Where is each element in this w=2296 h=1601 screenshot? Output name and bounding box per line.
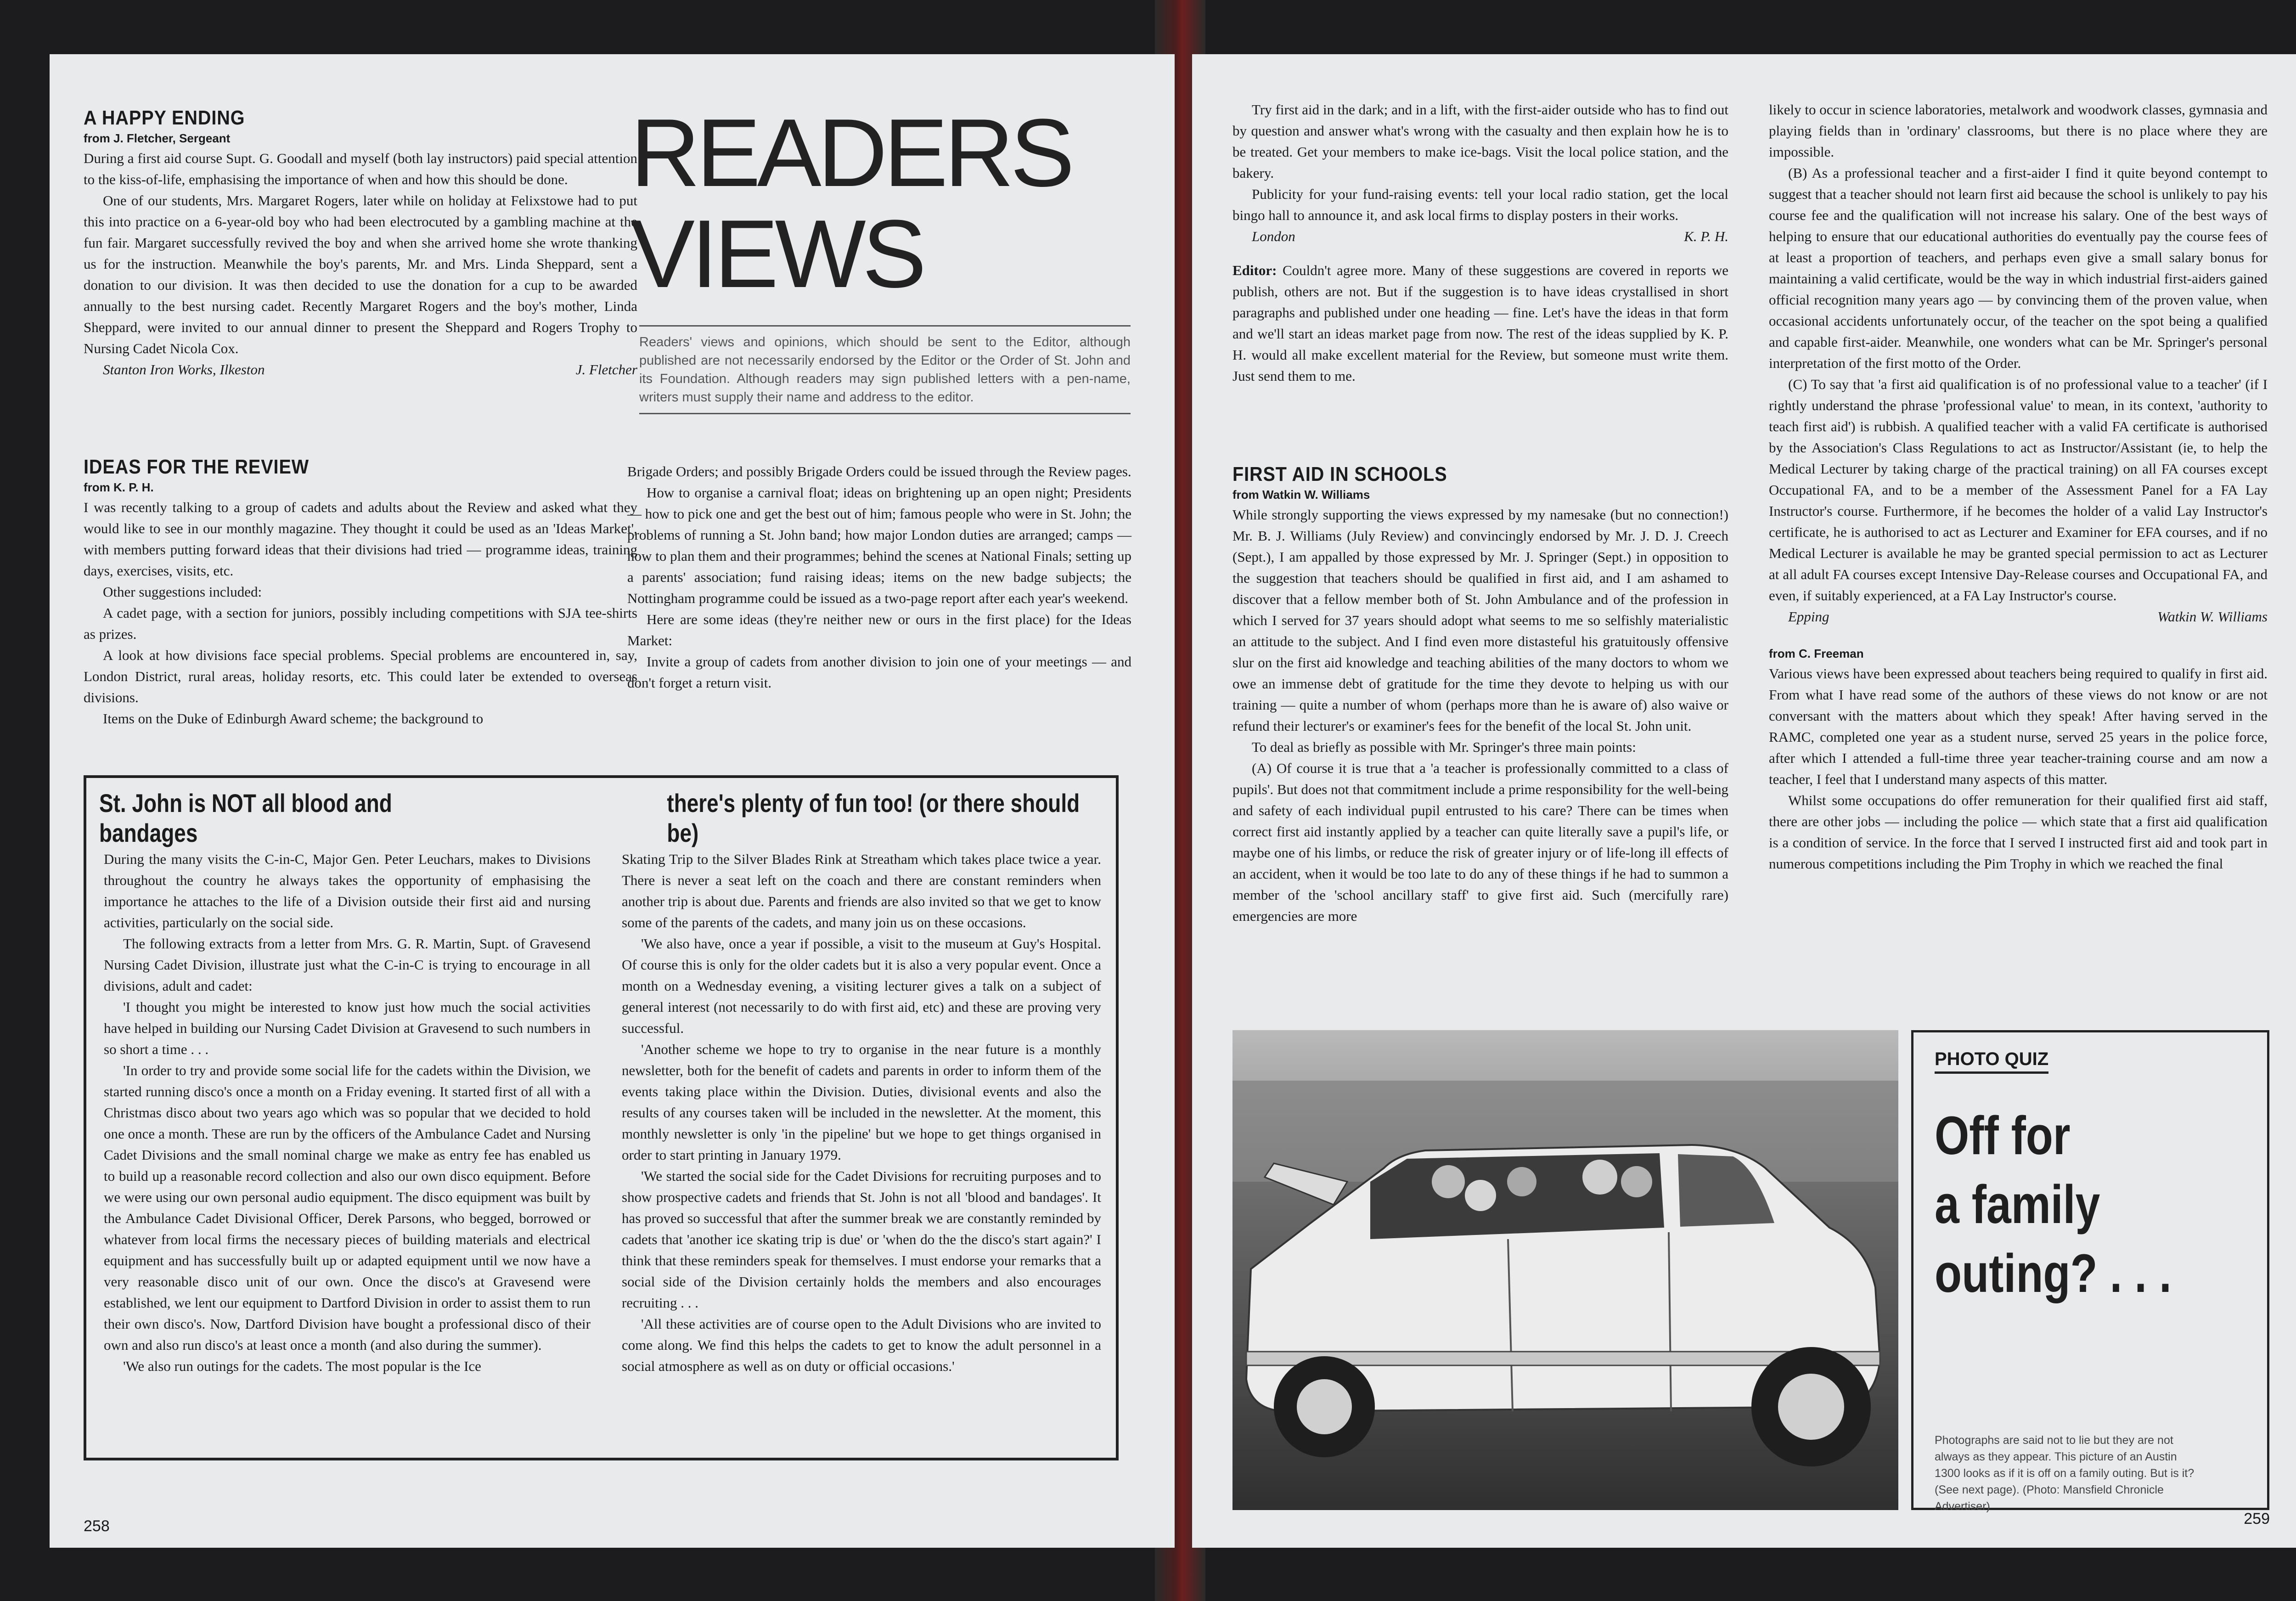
signature-place: Stanton Iron Works, Ilkeston	[103, 361, 265, 378]
schools-p3: (A) Of course it is true that a 'a teacher is professionally committed to a class of pupils'. But does not that commitment include a prime responsibility for the well-being and safety of each individual pupil entrusted to his care? There can be times when correct first aid instantly applied by a teacher can quite literally save a pupil's life, or maybe one of his limbs, or reduce the risk of greater injury or of life-long ill effects of an accident, when it would be too late to do any of these things if he had to summon a member of the 'school ancillary staff' to give first aid. Such (mercifully rare) emergencies are more	[1232, 760, 1728, 924]
signature-place: London	[1252, 228, 1295, 244]
right-page	[1192, 54, 2296, 1548]
photo-quiz-caption: Photographs are said not to lie but they are not always as they appear. This picture of an Austin 1300 looks as if it is off on a family outing. But is it? (See next page). (Photo: Mansfield Chronicle Advertiser)	[1935, 1434, 2195, 1513]
ideas-p4: A look at how divisions face special problems. Special problems are encountered in, say, London District, rural areas, holiday resorts, etc. This could later be extended to overseas divisions.	[84, 647, 637, 705]
photo-quiz-box	[1911, 1030, 2269, 1513]
photo-quiz-label	[1935, 1049, 2048, 1074]
car-photo-illustration	[1232, 1030, 1898, 1510]
ideas-p5: Items on the Duke of Edinburgh Award scheme; the background to	[103, 710, 484, 727]
ideas-end-p2: Publicity for your fund-raising events: tell your local radio station, get the local bingo hall to announce it, and ask local firms to display posters in their works.	[1232, 186, 1728, 223]
ideas-p2: Other suggestions included:	[103, 584, 262, 600]
ideas-byline: from K. P. H.	[84, 480, 154, 494]
ideas-p7: How to organise a carnival float; ideas on brightening up an open night; Presidents — how to pick one and get the best out of him; famous people who were in St. John; the problems of running a St. John band; how major London duties are arranged; camps — how to plan them and their programmes; behind the scenes at National Finals; setting up a parents' association; fund raising ideas; items on the new badge subjects; the Nottingham programme could be issued as a two-page report after each year's weekend.	[627, 485, 1131, 606]
ideas-end-p1: Try first aid in the dark; and in a lift, with the first-aider outside who has to find out by question and answer what's wrong with the casualty and then explain how he is to be treated. Get your members to make ice-bags. Visit the local police station, and the bakery.	[1232, 101, 1728, 181]
freeman-p2: Whilst some occupations do offer remuneration for their qualified first aid staff, there are other jobs — including the police — which state that a first aid qualification is a condition of service. In the force that I served I instructed first aid and took part in numerous competitions including the Pim Trophy in which we reached the final	[1769, 792, 2268, 872]
masthead-readers: READERS	[630, 99, 1071, 207]
feature-p10: 'All these activities are of course open to the Adult Divisions who are invited to come along. We find this helps the cadets to get to know the adult personnel in a social atmosphere as well as on duty or official occasions.'	[622, 1316, 1101, 1374]
masthead-views: VIEWS	[630, 200, 923, 308]
happy-ending-byline: from J. Fletcher, Sergeant	[84, 131, 231, 145]
editor-reply-text: Couldn't agree more. Many of these suggestions are covered in reports we publish, others are not. But if the suggestion is to have ideas crystallised in short paragraphs and published under one heading — fine. Let's have the ideas in that form and we'll start an ideas market page from now. The rest of the ideas supplied by K. P. H. would all make excellent material for the Review, but someone must write them. Just send them to me.	[1232, 262, 1728, 384]
ideas-p9: Invite a group of cadets from another division to join one of your meetings — and don't forget a return visit.	[627, 654, 1131, 691]
ideas-p1: I was recently talking to a group of cadets and adults about the Review and asked what they would like to see in our monthly magazine. They thought it could be used as an 'Ideas Market', with members putting forward ideas that their divisions had tried — programme ideas, training days, exercises, visits, etc.	[84, 499, 637, 579]
feature-title-part-a: St. John is NOT all blood and bandages	[99, 789, 392, 847]
feature-p2: The following extracts from a letter from Mrs. G. R. Martin, Supt. of Gravesend Nursing Cadet Division, illustrate just what the C-in-C is trying to encourage in all divisions, adult and cadet:	[104, 936, 591, 994]
feature-p8: 'Another scheme we hope to try to organise in the near future is a monthly newsletter, both for the benefit of cadets and parents in order to inform them of the events taking place within the Division. Duties, divisional events and also the results of any courses taken will be included in the newsletter. At the moment, this monthly newsletter is only 'in the pipeline' but we hope to get things organised in order to start printing in January 1979.	[622, 1041, 1101, 1163]
signature-name: K. P. H.	[1684, 228, 1728, 244]
photo-quiz-headline	[1935, 1101, 2256, 1308]
quiz-line-2: a family	[1935, 1174, 2100, 1235]
editor-reply	[1232, 260, 1728, 387]
page-number-right: 259	[2244, 1510, 2270, 1528]
happy-ending-heading: A HAPPY ENDING	[84, 107, 245, 129]
freeman-byline: from C. Freeman	[1769, 647, 1864, 660]
schools-c2-p1: likely to occur in science laboratories, metalwork and woodwork classes, gymnasia and playing fields than in 'ordinary' classrooms, but there is no place where they are impossible.	[1769, 101, 2268, 160]
quiz-line-1: Off for	[1935, 1105, 2071, 1166]
first-aid-schools-article	[1232, 462, 1728, 927]
car-photo	[1232, 1030, 1898, 1510]
happy-ending-article	[84, 106, 637, 380]
schools-p2: To deal as briefly as possible with Mr. Springer's three main points:	[1252, 739, 1636, 755]
feature-title-part-b: there's plenty of fun too! (or there should be)	[666, 789, 1080, 847]
schools-heading: FIRST AID IN SCHOOLS	[1232, 463, 1447, 485]
happy-ending-p1: During a first aid course Supt. G. Goodall and myself (both lay instructors) paid special attention to the kiss-of-life, emphasising the importance of when and how this should be done.	[84, 150, 637, 187]
schools-c2-p3: (C) To say that 'a first aid qualification is of no professional value to a teacher' (if I rightly understand the phrase 'professional value' to mean, in its context, 'authority to teach first aid') is rubbish. A qualified teacher with a valid FA certificate is authorised by the Association's Class Regulations to act as Instructor/Assistant (ie, to help the Medical Lecturer by taking charge of the practical training) on all FA courses except Occupational FA, and to be a member of the Assessment Panel for a FA Lay Instructor's course. Furthermore, if he becomes the holder of a valid Lay Instructor's certificate, he is authorised to act as Lecturer and Examiner for EFA courses, and if no Medical Lecturer is available he may be granted special permission to act as Lecturer at all adult FA courses except Intensive Day-Release courses and Occupational FA, and even, if suitably experienced, at a FA Lay Instructor's course.	[1769, 376, 2268, 603]
feature-p9: 'We started the social side for the Cadet Divisions for recruiting purposes and to show prospective cadets and friends that St. John is not all 'blood and bandages'. It has proved so successful that after the summer break we are constantly reminded by cadets that 'another ice skating trip is due' or 'when do the the disco's start again?' I think that these reminders speak for themselves. I must endorse your remarks that a social side of the Division certainly holds the members and also encourages recruiting . . .	[622, 1168, 1101, 1311]
signature-name: Watkin W. Williams	[2157, 609, 2268, 625]
kph-signature	[1232, 226, 1728, 247]
schools-byline: from Watkin W. Williams	[1232, 488, 1370, 502]
editorial-notice: Readers' views and opinions, which should be sent to the Editor, although published are not necessarily endorsed by the Editor or the Order of St. John and its Foundation. Although readers may sign published letters with a pen-name, writers must supply their name and address to the editor.	[639, 325, 1131, 414]
schools-continued-column	[1769, 99, 2268, 874]
feature-p1: During the many visits the C-in-C, Major Gen. Peter Leuchars, makes to Divisions throughout the country he always takes the opportunity of emphasising the importance he attaches to the life of a Division outside their first aid and nursing activities, particularly on the social side.	[104, 851, 591, 930]
editor-label: Editor:	[1232, 262, 1277, 278]
williams-signature	[1769, 606, 2268, 627]
quiz-line-3: outing? . . .	[1935, 1243, 2172, 1304]
ideas-end-column	[1232, 99, 1728, 387]
feature-p3: 'I thought you might be interested to know just how much the social activities have helped in building our Nursing Cadet Division at Gravesend to such numbers in so short a time . . .	[104, 999, 591, 1057]
happy-ending-p2: One of our students, Mrs. Margaret Rogers, later while on holiday at Felixstowe had to put this into practice on a 6-year-old boy who had been electrocuted by a gambling machine at the fun fair. Margaret successfully revived the boy and when she arrived home she wrote thanking us for the instruction. Meanwhile the boy's parents, Mr. and Mrs. Linda Sheppard, sent a donation to our division. It was then decided to use the donation for a cup to be awarded annually to the best nursing cadet. Recently Margaret Rogers and the boy's mother, Linda Sheppard, were invited to our annual dinner to present the Sheppard and Rogers Trophy to Nursing Cadet Nicola Cox.	[84, 192, 637, 356]
ideas-article	[84, 455, 637, 729]
feature-p7: 'We also have, once a year if possible, a visit to the museum at Guy's Hospital. Of course this is only for the older cadets but it is also a very popular event. Once a month on a Wednesday evening, a visiting lecturer gives a talk on a subject of general interest (not necessarily to do with first aid, etc) and these are proving very successful.	[622, 936, 1101, 1036]
page-number-left: 258	[84, 1517, 110, 1535]
feature-p4: 'In order to try and provide some social life for the cadets within the Division, we started running disco's once a month on a Friday evening. It started first of all with a Christmas disco about two years ago which was so popular that we decided to hold one once a month. These are run by the officers of the Ambulance Cadet and Nursing Cadet Divisions and the small nominal charge we make as entry fee has enabled us to build up a reasonable record collection and also our own disco equipment. Before we were using our own personal audio equipment. The disco equipment was built by the Ambulance Cadet Divisional Officer, Derek Parsons, who begged, borrowed or whatever from local firms the necessary pieces of building materials and electrical equipment and has successfully built up or adapted equipment until we now have a very reasonable disco unit of our own. Once the disco's at Gravesend were established, we lent our equipment to Dartford Division in order to assist them to run their own disco's. Now, Dartford Division have bought a professional disco of their own and also run disco's at least once a month (and also during the summer).	[104, 1062, 591, 1353]
feature-p6: Skating Trip to the Silver Blades Rink at Streatham which takes place twice a year. There is never a seat left on the coach and there are constant reminders when another trip is about due. Parents and friends are also invited so that we get to know some of the parents of the cadets, and many join us on these occasions.	[622, 851, 1101, 930]
schools-c2-p2: (B) As a professional teacher and a first-aider I find it quite beyond contempt to suggest that a teacher should not learn first aid because the school is unlikely to pay his course fee and the qualification will not increase his salary. One of the best ways of helping to ensure that our educational authorities do eventually pay the course fees of at least a proportion of teachers, and perhaps even give a small salary bonus for maintaining a valid certificate, would be the way in which industrial first-aiders gained official recognition many years ago — by convincing them of the proven value, when occasional accidents unfortunately occur, of the teacher on the spot being a qualified and capable first-aider. Meanwhile, one wonders what can be Mr. Springer's personal interpretation of the first motto of the Order.	[1769, 165, 2268, 371]
ideas-article-continued	[627, 461, 1131, 693]
signature-place: Epping	[1788, 609, 1829, 625]
happy-ending-signature	[84, 359, 637, 380]
fun-feature-title	[99, 788, 1105, 848]
photo-quiz-label-text: PHOTO QUIZ	[1935, 1049, 2048, 1074]
left-page	[50, 54, 1175, 1548]
fun-feature-col1	[104, 849, 591, 1377]
schools-p1: While strongly supporting the views expressed by my namesake (but no connection!) Mr. B. J. Williams (July Review) and convincingly endorsed by Mr. J. D. J. Creech (Sept.), I am appalled by those expressed by Mr. J. Springer (Sept.) in opposition to the suggestion that teachers should be qualified in first aid, and I am ashamed to discover that a fellow member both of St. John Ambulance and of the profession in which I served for 37 years should adopt what seems to me so selfishly materialistic an attitude to the subject. And I find even more distasteful his gratuitously offensive slur on the first aid knowledge and teaching abilities of the many doctors to whom we owe an immense debt of gratitude for the time they devote to helping us with our training — quite a number of whom (perhaps more than he is aware of) also waive or refund their lecturer's or examiner's fees for the benefit of the local St. John unit.	[1232, 507, 1728, 734]
ideas-p8: Here are some ideas (they're neither new or ours in the first place) for the Ideas Market:	[627, 611, 1131, 648]
ideas-heading: IDEAS FOR THE REVIEW	[84, 456, 310, 478]
feature-p5: 'We also run outings for the cadets. The most popular is the Ice	[123, 1358, 481, 1374]
ideas-p6: Brigade Orders; and possibly Brigade Orders could be issued through the Review pages.	[627, 463, 1131, 479]
fun-feature-box	[84, 775, 1119, 1460]
ideas-p3: A cadet page, with a section for juniors, possibly including competitions with SJA tee-shirts as prizes.	[84, 605, 637, 642]
signature-name: J. Fletcher	[575, 361, 637, 378]
masthead	[630, 99, 1175, 308]
freeman-p1: Various views have been expressed about teachers being required to qualify in first aid. From what I have read some of the authors of these views do not know or are not conversant with the matters about which they speak! After having served in the RAMC, completed one year as a student nurse, served 25 years in the police force, after which I attended a full-time three year teacher-training course and am now a teacher, I feel that I understand many aspects of this matter.	[1769, 665, 2268, 787]
fun-feature-col2	[622, 849, 1101, 1377]
